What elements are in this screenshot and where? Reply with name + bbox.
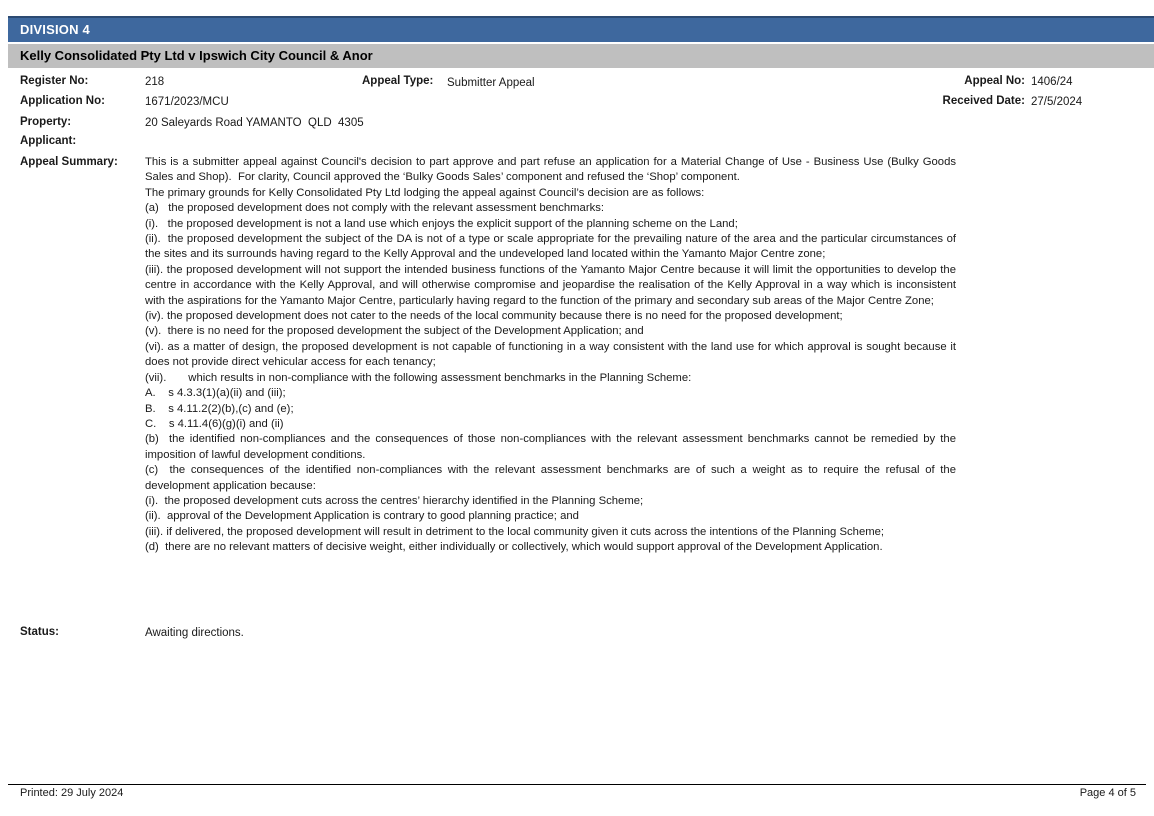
case-title-bar	[8, 44, 1154, 68]
page-number: Page 4 of 5	[1079, 787, 1136, 799]
property-label: Property:	[20, 116, 72, 128]
appeal-type-label: Appeal Type:	[362, 75, 434, 87]
appeal-no-label: Appeal No:	[964, 75, 1025, 87]
case-title: Kelly Consolidated Pty Ltd v Ipswich City Council & Anor	[20, 48, 373, 63]
register-no-label: Register No:	[20, 75, 89, 87]
summary-paragraph: (ii). the proposed development the subject of the DA is not of a type or scale appropriate for the prevailing nature of the area and the particular circumstances of the sites and its surrounds having regard to the Kelly Approval and the undeveloped land located within the Yamanto Major Centre zone;	[145, 233, 956, 261]
summary-paragraph: (iii). the proposed development will not support the intended business functions of the Yamanto Major Centre because it will limit the opportunities to develop the centre in accordance with the Kelly Approval, and will otherwise compromise and jeopardise the realisation of the Kelly Approval in a way which is inconsistent with the aspirations for the Yamanto Major Centre, particularly having regard to the function of the primary and secondary sub areas of the Major Centre Zone;	[145, 263, 956, 307]
summary-paragraph: (ii). approval of the Development Application is contrary to good planning practice; and	[145, 510, 579, 523]
summary-paragraph: (i). the proposed development cuts across the centres’ hierarchy identified in the Planning Scheme;	[145, 494, 644, 507]
summary-paragraph: This is a submitter appeal against Council's decision to part approve and part refuse an application for a Material Change of Use - Business Use (Bulky Goods Sales and Shop). For clarity, Council approved the ‘Bulky Goods Sales’ component and refused the ‘Shop’ component.	[145, 156, 956, 184]
footer-divider	[8, 784, 1146, 785]
printed-date: Printed: 29 July 2024	[20, 787, 124, 799]
summary-paragraph: (iv). the proposed development does not cater to the needs of the local community because there is no need for the proposed development;	[145, 310, 843, 323]
status-value: Awaiting directions.	[145, 627, 244, 639]
summary-paragraph: A. s 4.3.3(1)(a)(ii) and (iii);	[145, 387, 286, 400]
summary-paragraph: (d) there are no relevant matters of decisive weight, either individually or collectively, which would support approval of the Development Application.	[145, 541, 883, 554]
summary-paragraph: C. s 4.11.4(6)(g)(i) and (ii)	[145, 417, 284, 430]
division-title: DIVISION 4	[20, 22, 90, 37]
received-date-value: 27/5/2024	[1031, 96, 1083, 108]
summary-paragraph: (vii). which results in non-compliance with the following assessment benchmarks in the Planning Scheme:	[145, 371, 692, 384]
status-label: Status:	[20, 626, 59, 638]
application-no-value: 1671/2023/MCU	[145, 96, 229, 108]
summary-paragraph: (b) the identified non-compliances and the consequences of those non-compliances with the relevant assessment benchmarks cannot be remedied by the imposition of lawful development conditions.	[145, 433, 956, 461]
property-value: 20 Saleyards Road YAMANTO QLD 4305	[145, 117, 364, 129]
applicant-label: Applicant:	[20, 135, 77, 147]
received-date-label: Received Date:	[942, 95, 1025, 107]
appeal-no-value: 1406/24	[1031, 76, 1073, 88]
summary-paragraph: (iii). if delivered, the proposed development will result in detriment to the local community given it cuts across the intentions of the Planning Scheme;	[145, 525, 885, 538]
appeal-summary-label: Appeal Summary:	[20, 156, 118, 168]
summary-paragraph: B. s 4.11.2(2)(b),(c) and (e);	[145, 402, 294, 415]
division-header-bar	[8, 16, 1154, 42]
summary-paragraph: (a) the proposed development does not comply with the relevant assessment benchmarks:	[145, 202, 605, 215]
register-no-value: 218	[145, 76, 165, 88]
summary-paragraph: The primary grounds for Kelly Consolidated Pty Ltd lodging the appeal against Council’s decision are as follows:	[145, 186, 705, 199]
appeal-summary-text	[145, 155, 956, 556]
summary-paragraph: (i). the proposed development is not a land use which enjoys the explicit support of the planning scheme on the Land;	[145, 217, 738, 230]
appeal-type-value: Submitter Appeal	[447, 77, 535, 89]
application-no-label: Application No:	[20, 95, 105, 107]
summary-paragraph: (c) the consequences of the identified non-compliances with the relevant assessment benchmarks are of such a weight as to require the refusal of the development application because:	[145, 464, 956, 492]
summary-paragraph: (v). there is no need for the proposed development the subject of the Development Application; and	[145, 325, 644, 338]
summary-paragraph: (vi). as a matter of design, the proposed development is not capable of functioning in a way consistent with the land use for which approval is sought because it does not provide direct vehicular access for each tenancy;	[145, 340, 956, 369]
